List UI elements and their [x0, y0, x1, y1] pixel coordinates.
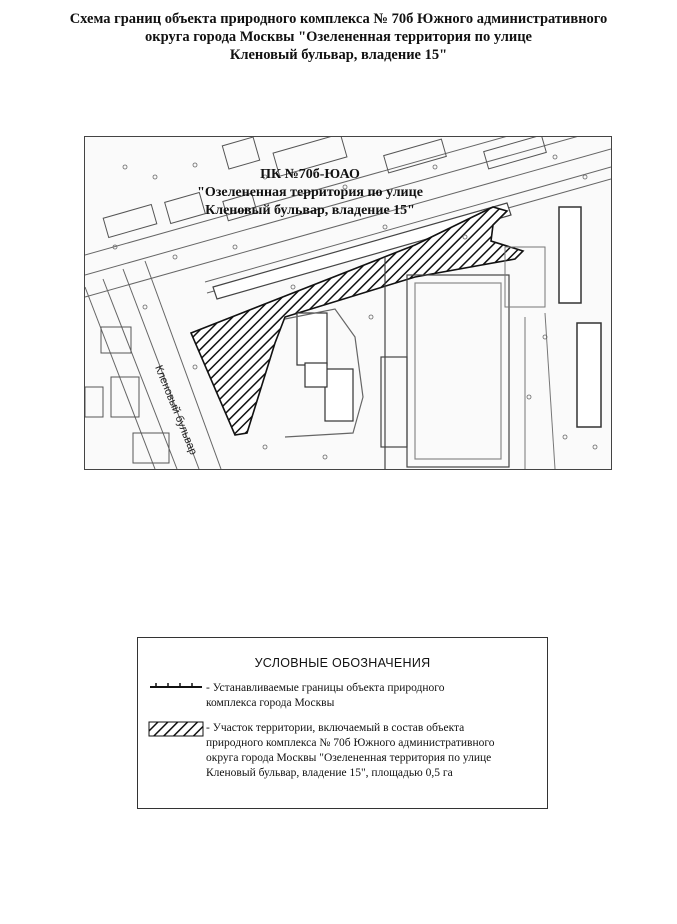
- right-buildings: [505, 207, 601, 469]
- legend-boundary-text: [206, 681, 445, 711]
- title-line-3: Кленовый бульвар, владение 15": [229, 47, 448, 63]
- boundary-line-icon: [148, 681, 204, 693]
- hatched-area-icon: [148, 721, 204, 737]
- school-buildings: [285, 309, 363, 437]
- title-line-1: Схема границ объекта природного комплекса № 70б Южного административного: [69, 11, 608, 27]
- legend: [137, 637, 548, 809]
- page-title: [30, 10, 647, 64]
- object-label: [170, 166, 450, 220]
- legend-area-line-3: округа города Москвы "Озелененная территория по улице: [206, 752, 492, 764]
- legend-area-text: [206, 721, 495, 781]
- legend-boundary-line-2: комплекса города Москвы: [206, 697, 335, 709]
- hatched-object-area: [191, 207, 523, 435]
- object-label-line-2: "Озелененная территория по улице: [197, 185, 423, 200]
- legend-area-line-1: - Участок территории, включаемый в состав объекта: [206, 722, 465, 734]
- stadium: [381, 257, 509, 469]
- legend-area-line-2: природного комплекса № 70б Южного административного: [206, 737, 495, 749]
- title-line-2: округа города Москвы "Озелененная территория по улице: [145, 29, 532, 45]
- boulevard-road: [85, 261, 221, 469]
- street-label: Кленовый бульвар: [152, 363, 200, 457]
- legend-area-line-4: Кленовый бульвар, владение 15", площадью 0,5 га: [206, 767, 453, 779]
- legend-boundary-line-1: - Устанавливаемые границы объекта природного: [206, 682, 445, 694]
- object-label-line-1: ПК №70б-ЮАО: [260, 167, 360, 182]
- legend-title: УСЛОВНЫЕ ОБОЗНАЧЕНИЯ: [254, 656, 431, 670]
- object-label-line-3: Кленовый бульвар, владение 15": [205, 203, 415, 218]
